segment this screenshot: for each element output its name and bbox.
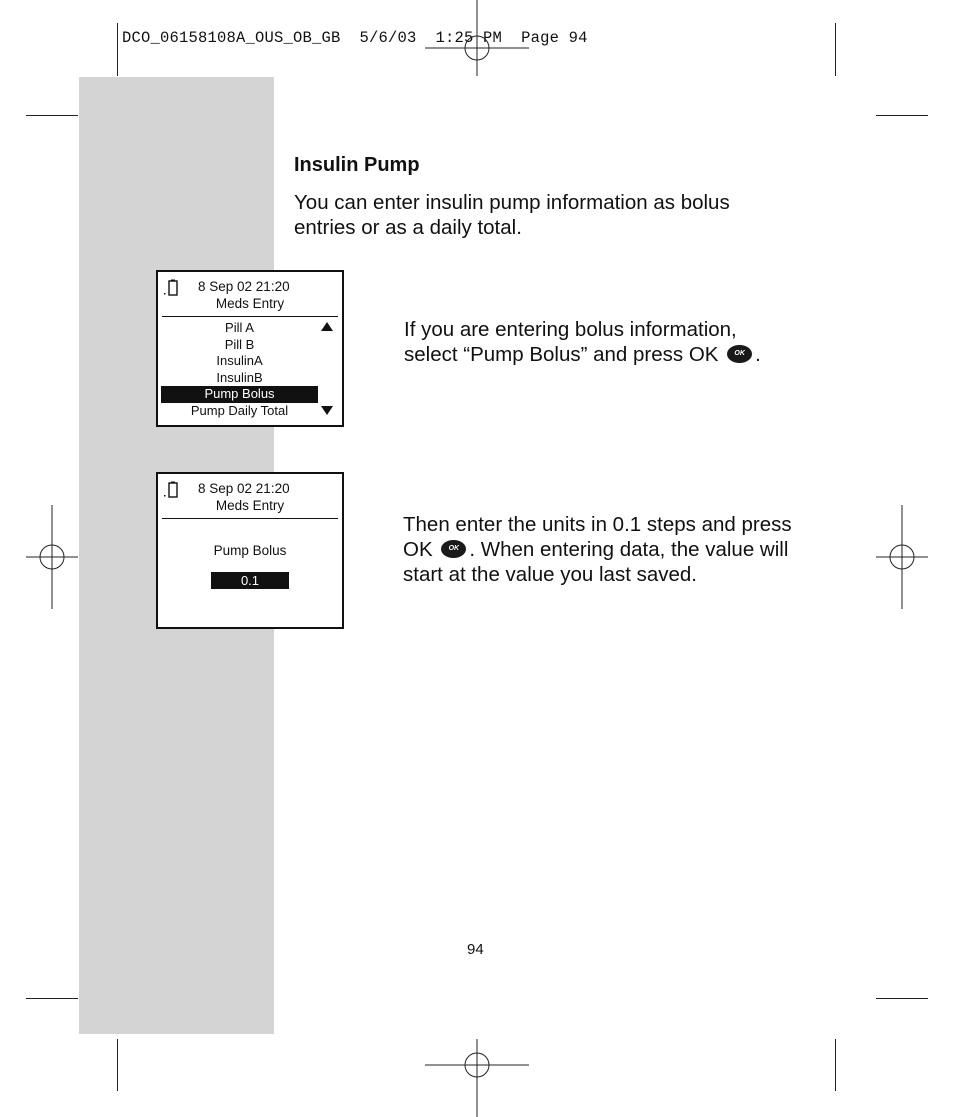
step2-text-end: . When entering data, the value will start at the value you last saved. — [403, 538, 789, 586]
crop-mark — [876, 115, 928, 116]
meter-screen-value — [156, 472, 344, 629]
crop-mark — [117, 23, 118, 76]
screen-title: Meds Entry — [215, 498, 285, 513]
meter-icon — [163, 481, 179, 499]
screen-datetime: 8 Sep 02 21:20 — [198, 279, 290, 294]
scroll-up-icon — [321, 322, 333, 331]
screen-divider — [162, 518, 338, 519]
step1-paragraph — [404, 317, 784, 367]
crop-mark — [835, 1039, 836, 1091]
registration-mark-icon — [0, 505, 104, 609]
menu-item-pill-a[interactable]: Pill A — [225, 320, 254, 335]
screen-datetime: 8 Sep 02 21:20 — [198, 481, 290, 496]
meter-icon — [163, 279, 179, 297]
intro-paragraph: You can enter insulin pump information as bolus entries or as a daily total. — [294, 191, 730, 239]
menu-item-pump-bolus[interactable]: Pump Bolus — [161, 386, 318, 403]
registration-mark-icon — [425, 0, 529, 104]
step2-text: Then enter the units in 0.1 steps and press OK — [403, 513, 792, 561]
crop-mark — [117, 1039, 118, 1091]
crop-mark — [876, 998, 928, 999]
menu-item-pill-b[interactable]: Pill B — [224, 336, 255, 352]
page-number: 94 — [467, 941, 484, 958]
meds-menu — [161, 320, 318, 419]
step1-text: If you are entering bolus information, select “Pump Bolus” and press OK — [404, 318, 737, 366]
entry-value-field[interactable]: 0.1 — [211, 572, 289, 589]
step2-paragraph — [403, 512, 793, 587]
step1-text-end: . — [755, 343, 761, 366]
crop-mark — [26, 115, 78, 116]
crop-mark — [26, 998, 78, 999]
print-slug: DCO_06158108A_OUS_OB_GB 5/6/03 1:25 PM Page 94 — [122, 29, 588, 47]
scroll-down-icon — [321, 406, 333, 415]
menu-item-insulin-b[interactable]: InsulinB — [216, 369, 263, 385]
screen-divider — [162, 316, 338, 317]
registration-mark-icon — [850, 505, 954, 609]
screen-title: Meds Entry — [215, 296, 285, 311]
entry-label: Pump Bolus — [213, 543, 287, 558]
registration-mark-icon — [425, 1013, 529, 1117]
ok-button-icon: OK — [727, 345, 752, 363]
menu-item-insulin-a[interactable]: InsulinA — [216, 353, 263, 368]
menu-item-pump-daily-total[interactable]: Pump Daily Total — [190, 402, 289, 418]
meter-screen-list — [156, 270, 344, 427]
section-heading: Insulin Pump — [294, 154, 420, 176]
crop-mark — [835, 23, 836, 76]
ok-button-icon: OK — [441, 540, 466, 558]
